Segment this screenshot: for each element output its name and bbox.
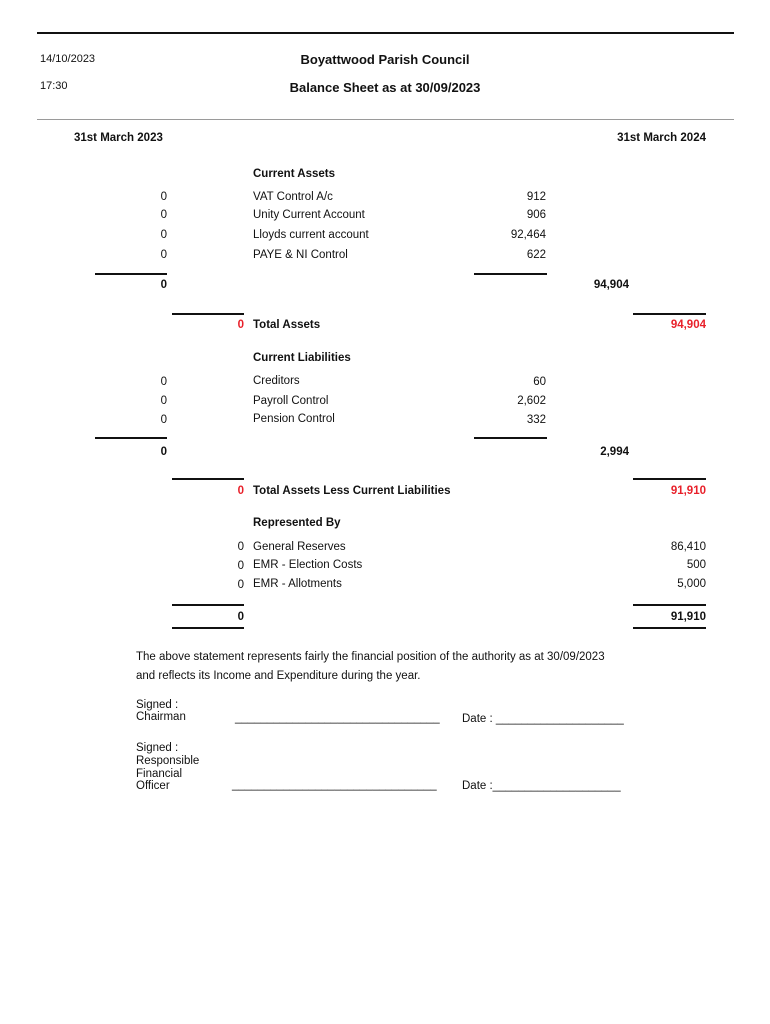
- total-assets-prev: 0: [237, 319, 244, 331]
- rfo-role-label: Responsible: [136, 755, 200, 767]
- column-header-current: 31st March 2024: [617, 132, 706, 144]
- rfo-role-label: Officer: [136, 780, 170, 792]
- section-heading-represented-by: Represented By: [253, 517, 341, 529]
- asset-value: 912: [526, 191, 546, 203]
- asset-label: Unity Current Account: [253, 209, 365, 221]
- asset-label: Lloyds current account: [253, 229, 369, 241]
- net-assets-value: 91,910: [670, 485, 706, 497]
- subtotal-rule: [474, 273, 547, 275]
- chair-signature-line: ________________________________: [235, 712, 440, 724]
- net-assets-prev: 0: [237, 485, 244, 497]
- section-heading-current-assets: Current Assets: [253, 168, 336, 180]
- liability-value: 2,602: [517, 395, 546, 407]
- reserve-label: EMR - Election Costs: [253, 559, 363, 571]
- rfo-signature-line: ________________________________: [232, 779, 437, 791]
- reserve-prev-value: 0: [237, 579, 244, 591]
- liability-prev-value: 0: [160, 376, 167, 388]
- liability-prev-value: 0: [160, 414, 167, 426]
- reserve-prev-value: 0: [237, 560, 244, 572]
- asset-value: 906: [526, 209, 546, 221]
- total-rule: [633, 478, 706, 480]
- asset-prev-value: 0: [160, 209, 167, 221]
- current-liabilities-prev-subtotal: 0: [160, 446, 167, 458]
- liability-label: Payroll Control: [253, 395, 329, 407]
- total-rule: [172, 478, 244, 480]
- header-divider: [37, 119, 734, 120]
- page-title: Balance Sheet as at 30/09/2023: [289, 80, 481, 95]
- chair-date-field: Date : ____________________: [462, 713, 624, 725]
- subtotal-rule: [474, 437, 547, 439]
- top-rule: [37, 32, 734, 34]
- total-rule: [633, 604, 706, 606]
- total-assets-label: Total Assets: [253, 319, 321, 331]
- liability-value: 332: [526, 414, 546, 426]
- asset-label: VAT Control A/c: [253, 191, 333, 203]
- asset-prev-value: 0: [160, 191, 167, 203]
- asset-value: 622: [526, 249, 546, 261]
- asset-value: 92,464: [510, 229, 546, 241]
- statement-line-2: and reflects its Income and Expenditure during the year.: [136, 670, 421, 682]
- asset-label: PAYE & NI Control: [253, 249, 348, 261]
- liability-value: 60: [533, 376, 546, 388]
- council-name: Boyattwood Parish Council: [300, 52, 470, 67]
- report-time: 17:30: [40, 80, 68, 92]
- statement-line-1: The above statement represents fairly the financial position of the authority as at 30/09/2023: [136, 651, 605, 663]
- subtotal-rule: [95, 437, 167, 439]
- subtotal-rule: [95, 273, 167, 275]
- reserves-total: 91,910: [670, 611, 706, 623]
- current-liabilities-subtotal: 2,994: [600, 446, 629, 458]
- rfo-role-label: Financial: [136, 768, 183, 780]
- reserve-label: General Reserves: [253, 541, 346, 553]
- total-rule: [172, 604, 244, 606]
- chair-signed-label: Signed :: [136, 699, 179, 711]
- double-rule: [172, 627, 244, 629]
- total-assets-value: 94,904: [670, 319, 706, 331]
- current-assets-subtotal: 94,904: [593, 279, 629, 291]
- liability-label: Pension Control: [253, 413, 335, 425]
- reserve-label: EMR - Allotments: [253, 578, 342, 590]
- column-header-previous: 31st March 2023: [74, 132, 163, 144]
- double-rule: [633, 627, 706, 629]
- total-rule: [172, 313, 244, 315]
- reserve-value: 86,410: [670, 541, 706, 553]
- rfo-date-field: Date :____________________: [462, 780, 621, 792]
- reserve-prev-value: 0: [237, 541, 244, 553]
- rfo-signed-label: Signed :: [136, 742, 179, 754]
- chair-role-label: Chairman: [136, 711, 186, 723]
- reserve-value: 500: [686, 559, 706, 571]
- liability-prev-value: 0: [160, 395, 167, 407]
- net-assets-label: Total Assets Less Current Liabilities: [253, 485, 451, 497]
- asset-prev-value: 0: [160, 249, 167, 261]
- total-rule: [633, 313, 706, 315]
- current-assets-prev-subtotal: 0: [160, 279, 167, 291]
- asset-prev-value: 0: [160, 229, 167, 241]
- reserve-value: 5,000: [677, 578, 706, 590]
- reserves-prev-total: 0: [237, 611, 244, 623]
- liability-label: Creditors: [253, 375, 300, 387]
- report-date: 14/10/2023: [40, 53, 96, 65]
- section-heading-current-liabilities: Current Liabilities: [253, 352, 351, 364]
